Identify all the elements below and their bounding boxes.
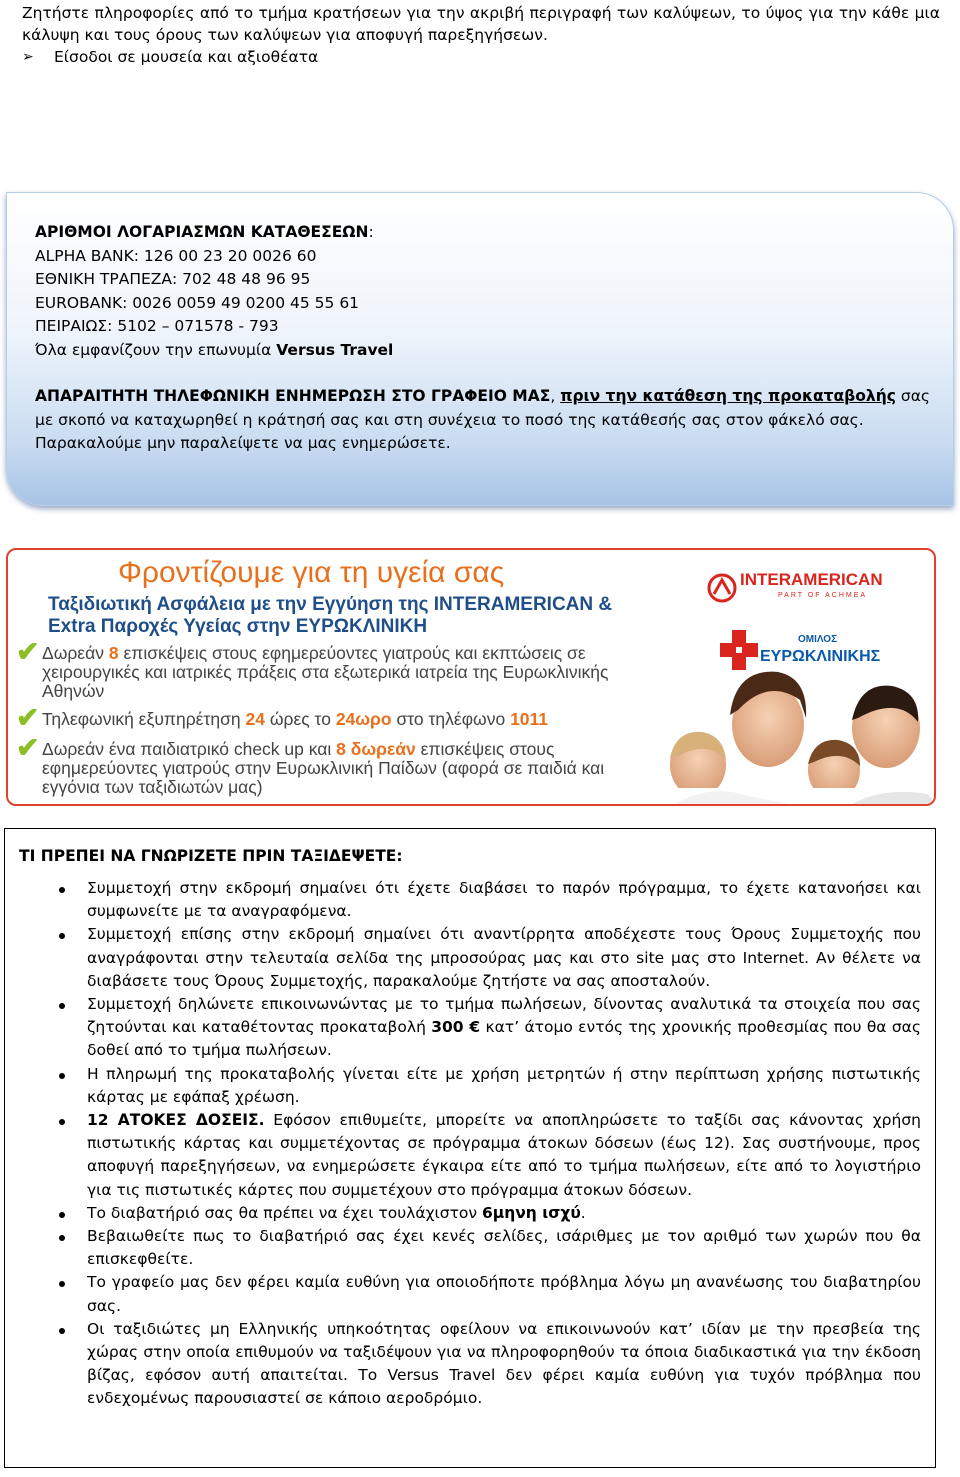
deposit-amount: 300 €	[431, 1018, 481, 1037]
checkmark-icon: ✔	[16, 702, 40, 733]
benefit1-prefix: Δωρεάν	[42, 643, 109, 663]
list-item	[15, 1202, 921, 1225]
list-item-text: Συμμετοχή στην εκδρομή σημαίνει ότι έχετε διαβάσει το παρόν πρόγραμμα, το έχετε κατανοήσει και συμφωνείτε με τα αναγραφόμενα.	[87, 879, 921, 921]
banner-subtitle-line2: Extra Παροχές Υγείας στην ΕΥΡΩΚΛΙΝΙΚΗ	[48, 616, 428, 637]
bullet-icon	[59, 933, 65, 939]
bullet-icon	[59, 1212, 65, 1218]
intro-text: Ζητήστε πληροφορίες από το τμήμα κρατήσεων για την ακριβή περιγραφή των καλύψεων, το ύψος για την κάθε μια κάλυψη και τους όρους των καλύψεων για αποφυγή παρεξηγήσεων.	[22, 4, 940, 44]
notice-rest: σας με σκοπό να καταχωρηθεί η κράτησή σας και στη συνέχεια το ποσό της κατάθεσής σας στον φάκελό σας.	[35, 387, 931, 429]
list-item	[15, 1271, 921, 1317]
list-item-text: Συμμετοχή επίσης στην εκδρομή σημαίνει ότι αναντίρρητα αποδέχεστε τους Όρους Συμμετοχής που αναγράφονται στην τελευταία σελίδα της μπροσούρας μας και στο site μας στο Internet. Αν θέλετε να διαβάσετε τους Όρους Συμμετοχής, παρακαλούμε ζητήστε να σας αποσταλούν.	[87, 925, 921, 990]
interamerican-logo-subtext: PART OF ACHMEA	[778, 592, 868, 599]
interamerican-logo-icon	[709, 575, 735, 601]
bullet-icon	[59, 887, 65, 893]
checkmark-icon: ✔	[16, 732, 40, 763]
list-item-text: Το γραφείο μας δεν φέρει καμία ευθύνη για οποιοδήποτε πρόβλημα λόγω μη ανανέωσης του διαβατηρίου σας.	[87, 1273, 921, 1315]
list-item-text: κατ’ άτομο εντός της χρονικής προθεσμίας που θα σας δοθεί από το τμήμα πωλήσεων.	[87, 1018, 921, 1060]
account-eurobank: EUROBANK: 0026 0059 49 0200 45 55 61	[35, 293, 360, 312]
benefit2-24h: 24ωρο	[335, 709, 392, 729]
list-item	[15, 993, 921, 1063]
notice-bold: ΑΠΑΡΑΙΤΗΤΗ ΤΗΛΕΦΩΝΙΚΗ ΕΝΗΜΕΡΩΣΗ ΣΤΟ ΓΡΑΦΕΙΟ ΜΑΣ	[35, 387, 551, 405]
benefit3-rest: επισκέψεις στους εφημερεύοντες γιατρούς στην Ευρωκλινική Παίδων (αφορά σε παιδιά και εγγόνια των ταξιδιωτών μας)	[42, 739, 605, 797]
benefit3-highlight: 8 δωρεάν	[336, 739, 416, 759]
travel-info-title: ΤΙ ΠΡΕΠΕΙ ΝΑ ΓΝΩΡΙΖΕΤΕ ΠΡΙΝ ΤΑΞΙΔΕΨΕΤΕ:	[19, 847, 403, 865]
benefit2-mid: ώρες το	[264, 709, 336, 729]
bullet-icon	[59, 1328, 65, 1334]
brand-name: Versus Travel	[276, 340, 394, 359]
insurance-banner	[6, 548, 936, 806]
list-item-text: Συμμετοχή δηλώνετε επικοινωνώντας με το τμήμα πωλήσεων, δίνοντας αναλυτικά τα στοιχεία που σας ζητούνται και καταθέτοντας προκαταβολή	[87, 995, 921, 1037]
list-item-text: .	[580, 1203, 586, 1222]
list-item	[15, 923, 921, 993]
benefit2-mid2: στο τηλέφωνο	[391, 709, 511, 729]
travel-info-box	[4, 828, 936, 1468]
list-item	[15, 1318, 921, 1411]
brand-line-prefix: Όλα εμφανίζουν την επωνυμία	[35, 340, 277, 359]
phone-notice	[35, 385, 930, 432]
notice-underlined: πριν την κατάθεση της προκαταβολής	[560, 387, 896, 405]
intro-section	[22, 2, 940, 68]
travel-info-list	[15, 877, 921, 1411]
account-peiraios: ΠΕΙΡΑΙΩΣ: 5102 – 071578 - 793	[35, 317, 279, 335]
list-item-text: Οι ταξιδιώτες μη Ελληνικής υπηκοότητας οφείλουν να επικοινωνούν κατ’ ιδίαν με την πρεσβεία της χώρας στην οποία επιθυμούν να ταξιδέψουν για να πληροφορηθούν τα όποια διαδικαστικά για την έκδοση βίζας, εφόσον αυτή απαιτείται. Το Versus Travel δεν φέρει καμία ευθύνη για τυχόν πρόβλημα που ενδεχομένως παρουσιαστεί σε κάποιο αεροδρόμιο.	[87, 1319, 921, 1408]
list-item	[15, 1063, 921, 1109]
please-notify: Παρακαλούμε μην παραλείψετε να μας ενημερώσετε.	[35, 434, 451, 452]
installments-label: 12 ΑΤΟΚΕΣ ΔΟΣΕΙΣ.	[87, 1111, 265, 1130]
benefit2-prefix: Τηλεφωνική εξυπηρέτηση	[42, 709, 246, 729]
list-item-text: Το διαβατήριό σας θα πρέπει να έχει τουλάχιστον	[87, 1203, 482, 1222]
benefit2-hours: 24	[245, 709, 265, 729]
list-item-text: Εφόσον επιθυμείτε, μπορείτε να αποπληρώσετε το ταξίδι σας κάνοντας χρήση πιστωτικής κάρτας και συμμετέχοντας σε πρόγραμμα άτοκων δόσεων (έως 12). Σας συστήνουμε, προς αποφυγή παρεξηγήσεων, να ενημερώσετε έγκαιρα είτε από το τμήμα πωλήσεων, είτε από το λογιστήριο για τις πιστωτικές κάρτες που συμμετέχουν στο πρόγραμμα άτοκων δόσεων.	[87, 1111, 921, 1199]
banner-benefit-2	[16, 702, 666, 733]
list-item	[15, 877, 921, 923]
passport-validity: 6μηνη ισχύ	[482, 1203, 581, 1222]
bullet-icon	[59, 1003, 65, 1009]
euroclinic-logo-small: ΟΜΙΛΟΣ	[798, 634, 838, 645]
bank-heading-text: ΑΡΙΘΜΟΙ ΛΟΓΑΡΙΑΣΜΩΝ ΚΑΤΑΘΕΣΕΩΝ	[35, 223, 369, 241]
euroclinic-logo-big: ΕΥΡΩΚΛΙΝΙΚΗΣ	[760, 648, 881, 665]
banner-title: Φροντίζουμε για τη υγεία σας	[118, 556, 505, 589]
brand-line	[35, 339, 930, 363]
benefit1-rest: επισκέψεις στους εφημερεύοντες γιατρούς και εκπτώσεις σε χειρουργικές και ιατρικές πράξεις στα εξωτερικά ιατρεία της Ευρωκλινικής Αθηνών	[42, 643, 609, 701]
banner-subtitle-line1: Ταξιδιωτική Ασφάλεια με την Εγγύηση της INTERAMERICAN &	[48, 594, 613, 615]
banner-benefit-1	[16, 636, 666, 701]
bullet-icon	[59, 1119, 65, 1125]
banner-subtitle	[48, 594, 648, 638]
list-item	[15, 1225, 921, 1271]
euroclinic-cross-icon	[720, 630, 758, 670]
notice-comma: ,	[550, 387, 561, 405]
arrow-item-text: Είσοδοι σε μουσεία και αξιοθέατα	[54, 48, 319, 66]
bank-heading-colon: :	[368, 223, 374, 241]
arrow-list-item	[22, 46, 940, 68]
checkmark-icon: ✔	[16, 636, 40, 667]
list-item	[15, 1109, 921, 1202]
benefit1-number: 8	[108, 643, 119, 663]
bank-accounts-panel	[6, 192, 954, 506]
benefit3-prefix: Δωρεάν ένα παιδιατρικό check up και	[42, 739, 337, 759]
bullet-icon	[59, 1235, 65, 1241]
list-item-text: Η πληρωμή της προκαταβολής γίνεται είτε με χρήση μετρητών ή στην περίπτωση χρήσης πιστωτικής κάρτας με εφάπαξ χρέωση.	[87, 1064, 921, 1106]
bank-heading	[35, 221, 930, 245]
arrow-bullet-icon: ➢	[22, 49, 34, 65]
interamerican-logo-text: INTERAMERICAN	[740, 570, 883, 589]
account-alpha: ALPHA BANK: 126 00 23 20 0026 60	[35, 246, 317, 265]
bullet-icon	[59, 1073, 65, 1079]
banner-benefit-3	[16, 732, 666, 797]
list-item-text: Βεβαιωθείτε πως το διαβατήριό σας έχει κενές σελίδες, ισάριθμες με τον αριθμό των χωρών που θα επισκεφθείτε.	[87, 1227, 921, 1269]
account-ethniki: ΕΘΝΙΚΗ ΤΡΑΠΕΖΑ: 702 48 48 96 95	[35, 270, 311, 288]
benefit2-phone: 1011	[510, 709, 549, 729]
bullet-icon	[59, 1281, 65, 1287]
